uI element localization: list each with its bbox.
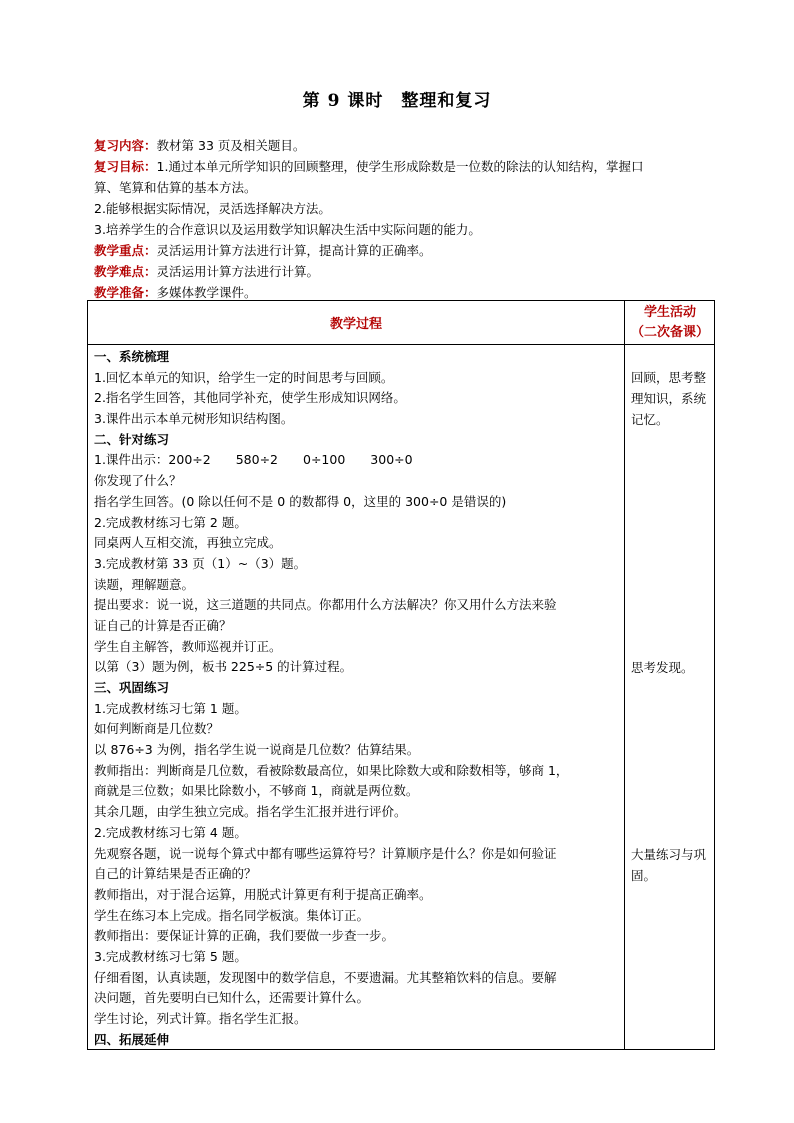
student-note-review: 回顾，思考整理知识，系统记忆。	[631, 370, 707, 427]
header-student-activity	[625, 303, 715, 343]
process-line: 3.完成教材第 33 页（1）~（3）题。	[94, 555, 307, 571]
teaching-focus-label: 教学重点：	[94, 243, 157, 258]
process-line: 如何判断商是几位数？	[94, 721, 220, 737]
process-line: 指名学生回答。(0 除以任何不是 0 的数都得 0，这里的 300÷0 是错误的)	[94, 493, 507, 509]
column-divider	[624, 301, 625, 1049]
process-line: 仔细看图，认真读题，发现图中的数学信息，不要遗漏。尤其整箱饮料的信息。要解	[94, 969, 557, 985]
review-goal-text-2: 2.能够根据实际情况，灵活选择解决方法。	[94, 201, 331, 216]
process-line: 决问题，首先要明白已知什么，还需要计算什么。	[94, 990, 370, 1006]
process-line: 2.完成教材练习七第 2 题。	[94, 514, 247, 530]
lesson-meta	[94, 135, 734, 303]
header-teaching-process: 教学过程	[329, 317, 382, 332]
section-heading: 一、系统梳理	[94, 349, 170, 364]
review-goal-text-3: 3.培养学生的合作意识以及运用数学知识解决生活中实际问题的能力。	[94, 222, 481, 237]
teaching-prep-text: 多媒体教学课件。	[156, 285, 257, 300]
process-line: 学生在练习本上完成。指名同学板演。集体订正。	[94, 907, 370, 923]
process-line: 2.指名学生回答，其他同学补充，使学生形成知识网络。	[94, 390, 406, 406]
process-line: 学生讨论，列式计算。指名学生汇报。	[94, 1011, 307, 1026]
process-line: 教师指出：判断商是几位数，看被除数最高位，如果比除数大或和除数相等，够商 1，	[94, 762, 569, 778]
process-line: 教师指出：要保证计算的正确，我们要做一步查一步。	[94, 928, 395, 944]
page-title: 第 9 课时 整理和复习	[302, 91, 492, 111]
teaching-focus-text: 灵活运用计算方法进行计算，提高计算的正确率。	[156, 243, 432, 258]
process-line: 1.课件出示：200÷2 580÷2 0÷100 300÷0	[94, 452, 413, 468]
review-content-text: 教材第 33 页及相关题目。	[156, 138, 306, 153]
teaching-prep-label: 教学准备：	[94, 285, 157, 300]
process-line: 读题，理解题意。	[94, 576, 195, 592]
review-goal-text-1: 1.通过本单元所学知识的回顾整理，使学生形成除数是一位数的除法的认知结构，掌握口	[156, 159, 644, 174]
process-line: 3.课件出示本单元树形知识结构图。	[94, 411, 294, 427]
teaching-difficulty-label: 教学难点：	[94, 264, 157, 279]
process-line: 学生自主解答，教师巡视并订正。	[94, 638, 282, 654]
process-line: 1.回忆本单元的知识，给学生一定的时间思考与回顾。	[94, 369, 394, 385]
teaching-difficulty-text: 灵活运用计算方法进行计算。	[156, 264, 320, 279]
process-line: 你发现了什么？	[94, 473, 182, 489]
student-note-discover: 思考发现。	[631, 660, 694, 675]
review-content-label: 复习内容：	[94, 138, 157, 153]
teaching-difficulty-line	[94, 261, 734, 282]
review-content-line	[94, 135, 734, 156]
process-line: 自己的计算结果是否正确的？	[94, 866, 257, 882]
process-line: 先观察各题，说一说每个算式中都有哪些运算符号？计算顺序是什么？你是如何验证	[94, 845, 557, 861]
student-note-practice: 大量练习与巩固。	[631, 847, 707, 883]
header-divider	[88, 344, 714, 345]
process-line: 以第（3）题为例，板书 225÷5 的计算过程。	[94, 659, 353, 675]
review-goal-line-2	[94, 198, 734, 219]
section-heading: 二、针对练习	[94, 431, 170, 447]
process-line: 以 876÷3 为例，指名学生说一说商是几位数？估算结果。	[94, 742, 420, 758]
review-goal-line-3	[94, 219, 734, 240]
process-line: 同桌两人互相交流，再独立完成。	[94, 535, 282, 551]
teaching-process-content	[94, 347, 622, 1050]
header-student-activity-line1: 学生活动	[643, 305, 696, 320]
process-line: 其余几题，由学生独立完成。指名学生汇报并进行评价。	[94, 804, 407, 820]
review-goal-line	[94, 156, 734, 177]
teaching-focus-line	[94, 240, 734, 261]
process-line: 商就是三位数；如果比除数小，不够商 1，商就是两位数。	[94, 783, 419, 799]
section-heading: 四、拓展延伸	[94, 1031, 170, 1047]
header-student-activity-line2: （二次备课）	[630, 325, 709, 340]
process-line: 证自己的计算是否正确？	[94, 617, 232, 633]
review-goal-label: 复习目标：	[94, 159, 157, 174]
process-line: 提出要求：说一说，这三道题的共同点。你都用什么方法解决？你又用什么方法来验	[94, 597, 557, 613]
process-line: 教师指出，对于混合运算，用脱式计算更有利于提高正确率。	[94, 886, 432, 902]
section-heading: 三、巩固练习	[94, 680, 170, 695]
lesson-table	[87, 300, 715, 1050]
process-line: 2.完成教材练习七第 4 题。	[94, 824, 247, 840]
process-line: 1.完成教材练习七第 1 题。	[94, 700, 247, 716]
review-goal-line-1b	[94, 177, 734, 198]
process-line: 3.完成教材练习七第 5 题。	[94, 948, 247, 964]
review-goal-text-1b: 算、笔算和估算的基本方法。	[94, 180, 257, 195]
